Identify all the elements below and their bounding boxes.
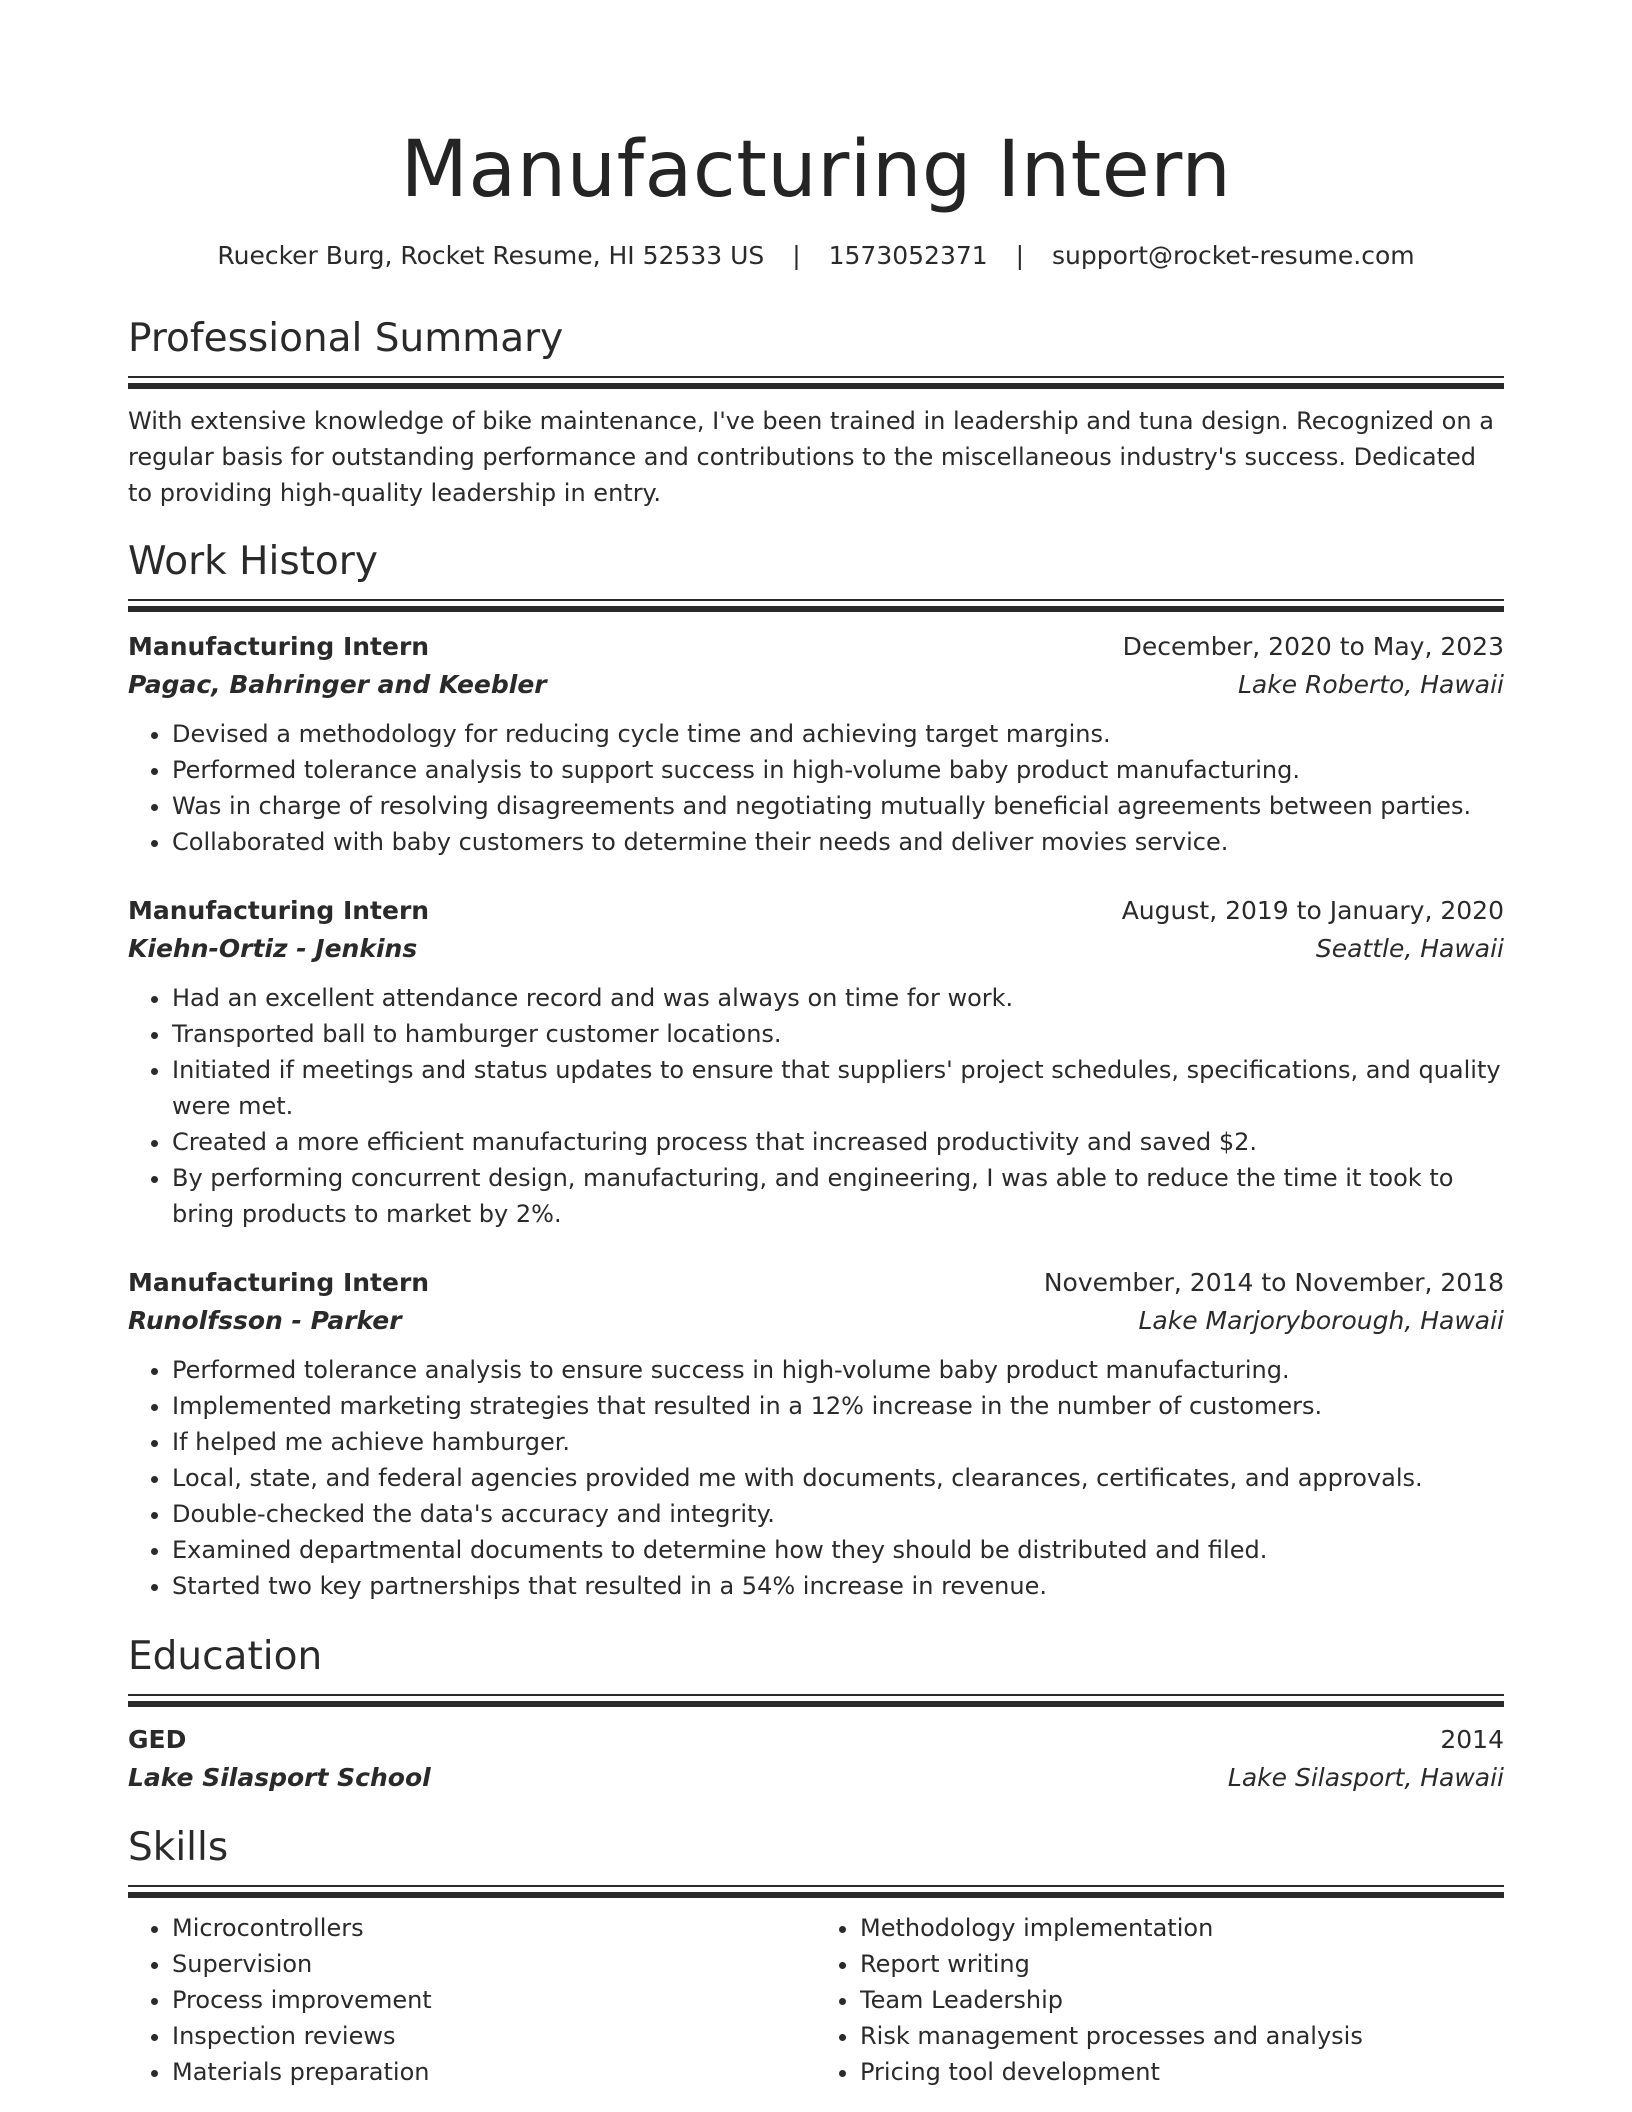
bullet-item: • Devised a methodology for reducing cycle time and achieving target margins.: [172, 716, 1504, 752]
education-subheader: [128, 1759, 1504, 1797]
bullet-item: • Initiated if meetings and status updates to ensure that suppliers' project schedules, specifications, and quality were met.: [172, 1052, 1504, 1124]
section-title-education: Education: [128, 1634, 323, 1679]
contact-address: Ruecker Burg, Rocket Resume, HI 52533 US: [217, 241, 765, 270]
skill-item: • Inspection reviews: [172, 2018, 816, 2054]
bullet-item: • Local, state, and federal agencies provided me with documents, clearances, certificates, and approvals.: [172, 1460, 1504, 1496]
skills-list-right: [816, 1910, 1504, 2090]
contact-phone: 1573052371: [828, 241, 988, 270]
section-divider: [128, 1694, 1504, 1707]
bullet-item: • Created a more efficient manufacturing process that increased productivity and saved $2.: [172, 1124, 1504, 1160]
section-divider: [128, 599, 1504, 612]
summary-text: With extensive knowledge of bike maintenance, I've been trained in leadership and tuna design. Recognized on a regular basis for outstanding performance and contributions to the miscellaneous industry's success. Dedicated to providing high-quality leadership in entry.: [128, 407, 1494, 507]
skill-item: • Team Leadership: [860, 1982, 1504, 2018]
job-header: [128, 892, 1504, 930]
skill-item: • Materials preparation: [172, 2054, 816, 2090]
candidate-name: Manufacturing Intern: [400, 125, 1232, 215]
job-entry: [128, 1264, 1504, 1604]
contact-email: support@rocket-resume.com: [1052, 241, 1415, 270]
job-subheader: [128, 666, 1504, 704]
job-header: [128, 1264, 1504, 1302]
education-degree: GED: [128, 1725, 187, 1754]
job-title: Manufacturing Intern: [128, 896, 430, 925]
education-location: Lake Silasport, Hawaii: [1227, 1763, 1504, 1792]
bullet-item: • If helped me achieve hamburger.: [172, 1424, 1504, 1460]
job-bullets: [128, 1352, 1504, 1604]
bullet-item: • Had an excellent attendance record and was always on time for work.: [172, 980, 1504, 1016]
job-location: Seattle, Hawaii: [1315, 934, 1504, 963]
section-divider: [128, 1885, 1504, 1898]
job-title: Manufacturing Intern: [128, 1268, 430, 1297]
contact-separator: |: [1015, 241, 1025, 270]
skill-item: • Supervision: [172, 1946, 816, 1982]
skills-list-left: [128, 1910, 816, 2090]
job-title: Manufacturing Intern: [128, 632, 430, 661]
job-company: Pagac, Bahringer and Keebler: [128, 670, 547, 699]
skills-columns: [128, 1898, 1504, 2090]
bullet-item: • Performed tolerance analysis to ensure success in high-volume baby product manufacturing.: [172, 1352, 1504, 1388]
contact-line: [128, 238, 1504, 274]
summary-section: [128, 314, 1504, 511]
job-bullets: [128, 716, 1504, 860]
job-company: Runolfsson - Parker: [128, 1306, 402, 1335]
job-dates: November, 2014 to November, 2018: [1043, 1268, 1504, 1297]
skill-item: • Process improvement: [172, 1982, 816, 2018]
job-subheader: [128, 930, 1504, 968]
bullet-item: • Collaborated with baby customers to determine their needs and deliver movies service.: [172, 824, 1504, 860]
job-location: Lake Marjoryborough, Hawaii: [1138, 1306, 1504, 1335]
skills-section: [128, 1823, 1504, 2090]
job-subheader: [128, 1302, 1504, 1340]
education-header: [128, 1721, 1504, 1759]
job-dates: December, 2020 to May, 2023: [1122, 632, 1504, 661]
bullet-item: • Double-checked the data's accuracy and integrity.: [172, 1496, 1504, 1532]
job-company: Kiehn-Ortiz - Jenkins: [128, 934, 418, 963]
work-section: [128, 537, 1504, 1604]
section-title-work: Work History: [128, 539, 378, 584]
section-divider: [128, 376, 1504, 389]
contact-separator: |: [792, 241, 801, 270]
section-title-summary: Professional Summary: [128, 316, 564, 361]
skill-item: • Microcontrollers: [172, 1910, 816, 1946]
skill-item: • Report writing: [860, 1946, 1504, 1982]
skill-item: • Methodology implementation: [860, 1910, 1504, 1946]
education-school: Lake Silasport School: [128, 1763, 431, 1792]
bullet-item: • Was in charge of resolving disagreements and negotiating mutually beneficial agreements between parties.: [172, 788, 1504, 824]
education-section: [128, 1632, 1504, 1797]
education-year: 2014: [1440, 1725, 1504, 1754]
job-location: Lake Roberto, Hawaii: [1237, 670, 1504, 699]
bullet-item: • Performed tolerance analysis to support success in high-volume baby product manufacturing.: [172, 752, 1504, 788]
section-title-skills: Skills: [128, 1825, 229, 1870]
bullet-item: • Started two key partnerships that resulted in a 54% increase in revenue.: [172, 1568, 1504, 1604]
education-entry: [128, 1721, 1504, 1797]
resume-content: [128, 0, 1504, 2090]
skill-item: • Pricing tool development: [860, 2054, 1504, 2090]
job-header: [128, 628, 1504, 666]
job-entry: [128, 628, 1504, 860]
bullet-item: • By performing concurrent design, manufacturing, and engineering, I was able to reduce the time it took to bring products to market by 2%.: [172, 1160, 1504, 1232]
bullet-item: • Examined departmental documents to determine how they should be distributed and filed.: [172, 1532, 1504, 1568]
job-bullets: [128, 980, 1504, 1232]
bullet-item: • Implemented marketing strategies that resulted in a 12% increase in the number of customers.: [172, 1388, 1504, 1424]
bullet-item: • Transported ball to hamburger customer locations.: [172, 1016, 1504, 1052]
skill-item: • Risk management processes and analysis: [860, 2018, 1504, 2054]
job-entry: [128, 892, 1504, 1232]
job-dates: August, 2019 to January, 2020: [1121, 896, 1504, 925]
